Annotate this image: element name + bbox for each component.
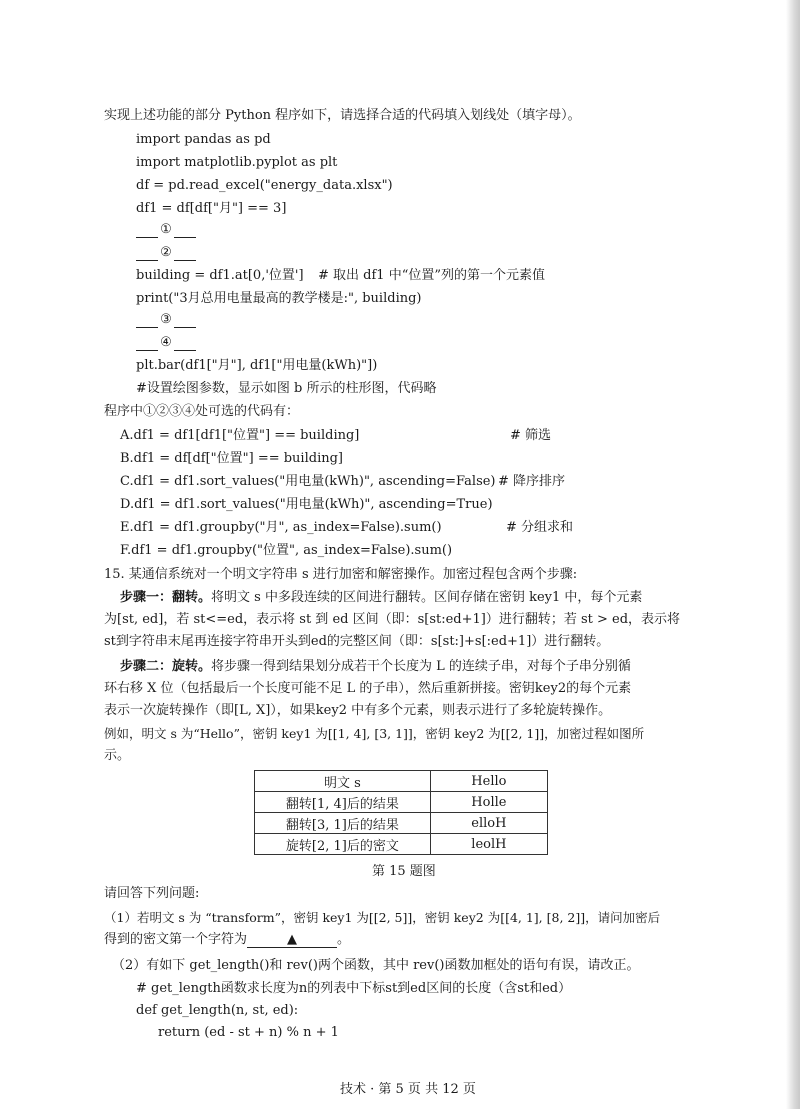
question-1-end: 。	[337, 932, 351, 947]
blank-1	[136, 222, 196, 238]
question-1-line2	[104, 932, 350, 948]
table-cell-value: elloH	[430, 813, 547, 834]
table-cell-label: 翻转[1, 4]后的结果	[255, 792, 431, 813]
step2-text: 将步骤一得到结果划分成若干个长度为 L 的连续子串，对每个子串分别循	[211, 659, 631, 674]
table-row	[255, 792, 548, 813]
blank-3	[136, 312, 196, 328]
code-comment: #设置绘图参数，显示如图 b 所示的柱形图，代码略	[136, 381, 437, 396]
table-row	[255, 813, 548, 834]
code-line: import matplotlib.pyplot as plt	[136, 155, 338, 170]
table-row	[255, 771, 548, 792]
step1-title: 步骤一：翻转。	[120, 590, 212, 605]
option-e-comment: # 分组求和	[506, 520, 574, 535]
q15-step2-line	[120, 659, 631, 675]
table-row	[255, 834, 548, 855]
option-a: A.df1 = df1[df1["位置"] == building]	[120, 428, 360, 443]
option-b: B.df1 = df[df["位置"] == building]	[120, 451, 343, 466]
code-comment: # 取出 df1 中“位置”列的第一个元素值	[318, 268, 545, 283]
table-cell-value: Holle	[430, 792, 547, 813]
option-e: E.df1 = df1.groupby("月", as_index=False).sum()	[120, 520, 442, 535]
option-a-comment: # 筛选	[510, 428, 552, 443]
blank-4	[136, 335, 196, 351]
table-cell-label: 翻转[3, 1]后的结果	[255, 813, 431, 834]
answer-blank	[247, 932, 337, 948]
code-line: df = pd.read_excel("energy_data.xlsx")	[136, 178, 393, 193]
code-line: building = df1.at[0,'位置']	[136, 268, 304, 283]
code-line: def get_length(n, st, ed):	[136, 1003, 299, 1018]
q15-step2-line2: 环右移 X 位（包括最后一个长度可能不足 L 的子串），然后重新拼接。密钥key2的每个元素	[104, 681, 632, 696]
code-line: df1 = df[df["月"] == 3]	[136, 201, 287, 216]
option-d: D.df1 = df1.sort_values("用电量(kWh)", ascending=True)	[120, 497, 493, 512]
code-line: import pandas as pd	[136, 132, 271, 147]
table-cell-label: 旋转[2, 1]后的密文	[255, 834, 431, 855]
table-caption: 第 15 题图	[372, 864, 436, 879]
q15-example-line: 例如，明文 s 为“Hello”，密钥 key1 为[[1, 4], [3, 1]]，密钥 key2 为[[2, 1]]，加密过程如图所	[104, 726, 645, 741]
code-line: print("3月总用电量最高的教学楼是:", building)	[136, 291, 422, 306]
question-1-line: （1）若明文 s 为 “transform”，密钥 key1 为[[2, 5]]，密钥 key2 为[[4, 1], [8, 2]]，请问加密后	[104, 910, 661, 925]
question-2-line: （2）有如下 get_length()和 rev()两个函数，其中 rev()函数加框处的语句有误，请改正。	[112, 958, 640, 973]
q15-step1-line	[120, 590, 642, 606]
questions-intro: 请回答下列问题:	[104, 886, 200, 901]
cipher-table	[254, 770, 548, 855]
blank-2	[136, 245, 196, 261]
blank-number: ②	[160, 245, 172, 260]
table-cell-label: 明文 s	[255, 771, 431, 792]
scan-edge-shadow	[786, 0, 800, 1109]
q15-step1-line3: st到字符串末尾再连接字符串开头到ed的完整区间（即：s[st:]+s[:ed+1]）进行翻转。	[104, 634, 610, 649]
q15-title: 15. 某通信系统对一个明文字符串 s 进行加密和解密操作。加密过程包含两个步骤:	[104, 567, 578, 582]
step1-text: 将明文 s 中多段连续的区间进行翻转。区间存储在密钥 key1 中，每个元素	[211, 590, 643, 605]
option-f: F.df1 = df1.groupby("位置", as_index=False).sum()	[120, 543, 453, 558]
blank-number: ③	[160, 312, 172, 327]
option-c-comment: # 降序排序	[498, 474, 566, 489]
table-cell-value: leolH	[430, 834, 547, 855]
code-line: plt.bar(df1["月"], df1["用电量(kWh)"])	[136, 358, 378, 373]
code-line: return (ed - st + n) % n + 1	[158, 1025, 339, 1040]
answer-mark: ▲	[287, 932, 298, 947]
page-footer: 技术 · 第 5 页 共 12 页	[340, 1082, 476, 1097]
blank-number: ④	[160, 335, 172, 350]
q15-step2-line3: 表示一次旋转操作（即[L, X]），如果key2 中有多个元素，则表示进行了多轮旋转操作。	[104, 703, 612, 718]
step2-title: 步骤二：旋转。	[120, 659, 212, 674]
question-1-text: 得到的密文第一个字符为	[104, 932, 248, 947]
options-intro: 程序中①②③④处可选的代码有：	[104, 404, 300, 419]
q15-step1-line2: 为[st, ed]，若 st<=ed，表示将 st 到 ed 区间（即：s[st:ed+1]）进行翻转；若 st > ed，表示将	[104, 612, 681, 627]
blank-number: ①	[160, 222, 172, 237]
table-cell-value: Hello	[430, 771, 547, 792]
q15-example-line2: 示。	[104, 748, 131, 763]
intro-text: 实现上述功能的部分 Python 程序如下，请选择合适的代码填入划线处（填字母）。	[104, 108, 581, 123]
code-comment: # get_length函数求长度为n的列表中下标st到ed区间的长度（含st和ed）	[136, 981, 572, 996]
option-c: C.df1 = df1.sort_values("用电量(kWh)", ascending=False)	[120, 474, 496, 489]
